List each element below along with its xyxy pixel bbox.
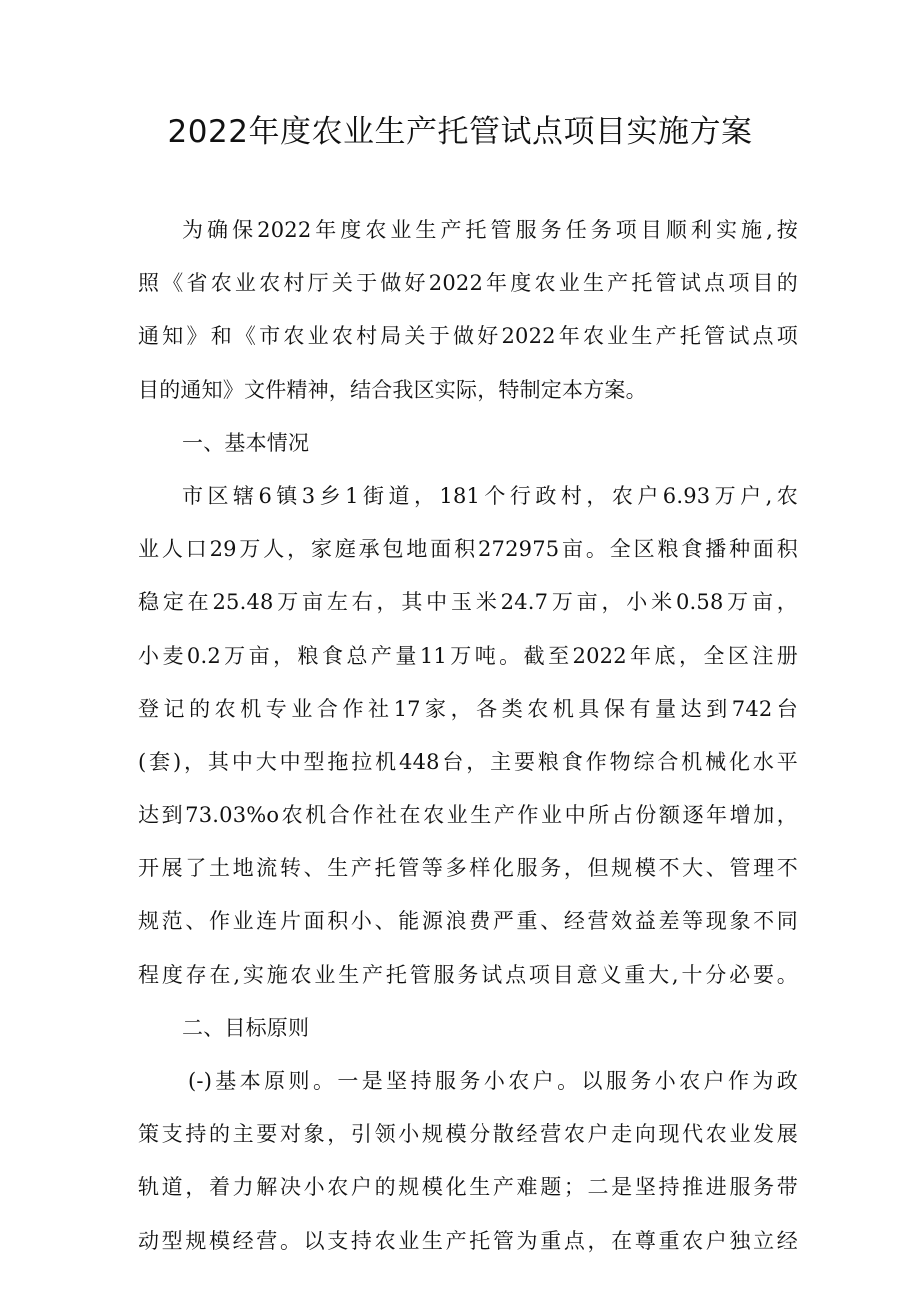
paragraph-line: (套)，其中大中型拖拉机448台，主要粮食作物综合机械化水平 [138,749,798,774]
paragraph-line: 通知》和《市农业农村局关于做好2022年农业生产托管试点项 [138,324,798,349]
paragraph-line: 目的通知》文件精神，结合我区实际，特制定本方案。 [138,377,647,402]
paragraph-line: 稳定在25.48万亩左右，其中玉米24.7万亩，小米0.58万亩， [138,590,798,615]
paragraph-line: 达到73.03%o农机合作社在农业生产作业中所占份额逐年增加， [138,803,798,828]
paragraph-line: 登记的农机专业合作社17家，各类农机具保有量达到742台 [138,696,798,721]
paragraph-line: 业人口29万人，家庭承包地面积272975亩。全区粮食播种面积 [138,537,798,562]
paragraph-line: 动型规模经营。以支持农业生产托管为重点，在尊重农户独立经 [138,1228,798,1253]
document-body [138,204,798,1268]
section-heading: 二、目标原则 [182,1015,310,1040]
paragraph-line: 开展了土地流转、生产托管等多样化服务，但规模不大、管理不 [138,856,798,881]
paragraph-line: 小麦0.2万亩，粮食总产量11万吨。截至2022年底，全区注册 [138,643,798,668]
paragraph-line: (-)基本原则。一是坚持服务小农户。以服务小农户作为政 [188,1069,798,1093]
paragraph-line: 市区辖6镇3乡1街道，181个行政村，农户6.93万户,农 [182,483,798,508]
paragraph-line: 照《省农业农村厅关于做好2022年度农业生产托管试点项目的 [138,271,798,296]
paragraph-line: 规范、作业连片面积小、能源浪费严重、经营效益差等现象不同 [138,909,798,934]
paragraph-line: 为确保2022年度农业生产托管服务任务项目顺利实施,按 [182,218,798,242]
document-title: 2022年度农业生产托管试点项目实施方案 [167,114,753,150]
paragraph-line: 轨道，着力解决小农户的规模化生产难题；二是坚持推进服务带 [138,1175,798,1200]
paragraph-line: 策支持的主要对象，引领小规模分散经营农户走向现代农业发展 [138,1122,798,1147]
section-heading: 一、基本情况 [182,430,310,455]
paragraph-line: 程度存在,实施农业生产托管服务试点项目意义重大,十分必要。 [138,962,798,987]
